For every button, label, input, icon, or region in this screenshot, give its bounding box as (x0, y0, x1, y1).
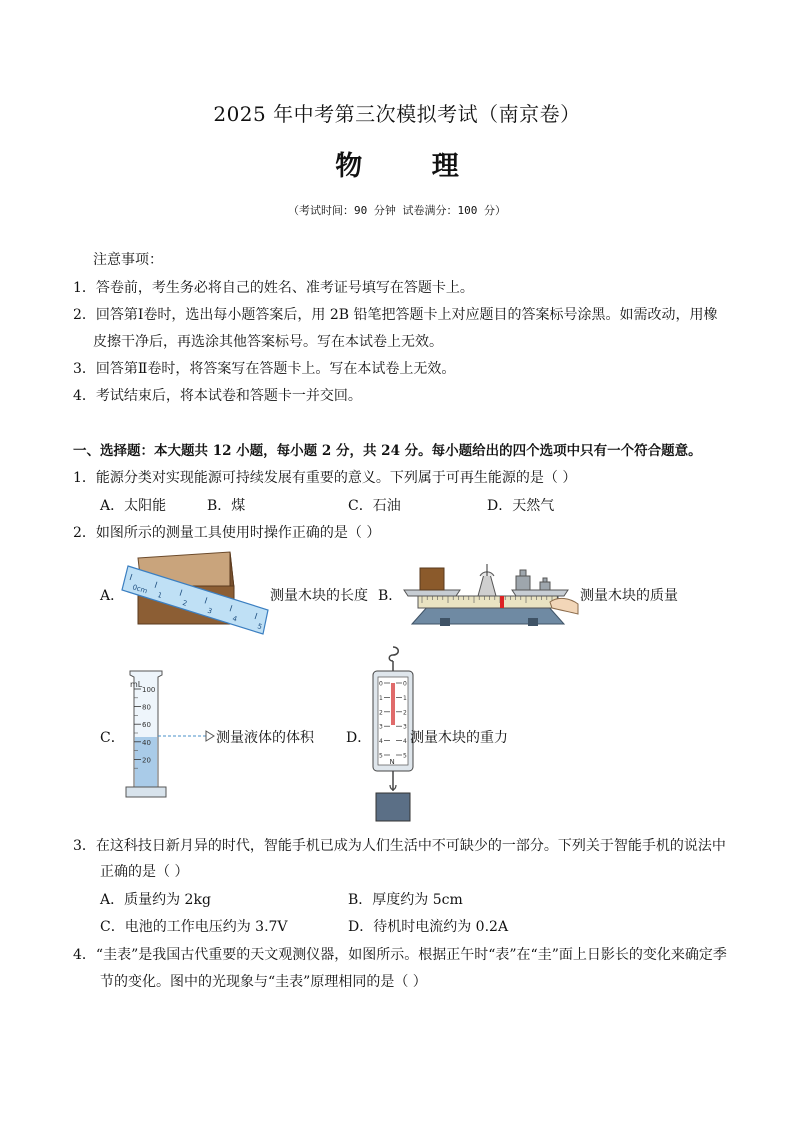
ruler-tick-label: 5 (256, 622, 264, 632)
q2-option-a-caption: 测量木块的长度 (270, 588, 368, 604)
balance-scale-figure (400, 552, 580, 632)
scale-tick-label: 1 (403, 694, 407, 702)
q1-option-d: D．天然气 (487, 498, 555, 514)
q2-option-d-caption: 测量木块的重力 (410, 730, 508, 746)
notice-item-4: 4．考试结束后，将本试卷和答题卡一并交回。 (73, 388, 362, 404)
scale-tick-label: 0 (403, 680, 407, 688)
notice-item-2: 2．回答第Ⅰ卷时，选出每小题答案后，用 2B 铅笔把答题卡上对应题目的答案标号涂黑。如需改动，用橡 (73, 307, 718, 323)
notice-item-2-cont: 皮擦干净后，再选涂其他答案标号。写在本试卷上无效。 (93, 334, 443, 350)
q2-option-b-label: B． (378, 588, 403, 604)
q4-stem-line-2: 节的变化。图中的光现象与“圭表”原理相同的是（ ） (100, 974, 427, 990)
q2-option-c-label: C． (100, 730, 125, 746)
q2-stem: 2．如图所示的测量工具使用时操作正确的是（ ） (73, 525, 381, 541)
q2-option-a-label: A． (100, 588, 125, 604)
q3-option-d: D．待机时电流约为 0.2A (348, 919, 509, 935)
q3-option-b: B．厚度约为 5cm (348, 892, 463, 908)
q3-option-a: A．质量约为 2kg (100, 892, 211, 908)
cylinder-tick-label: 20 (142, 756, 151, 765)
q3-stem-line-1: 3．在这科技日新月异的时代，智能手机已成为人们生活中不可缺少的一部分。下列关于智能手机的说法中 (73, 838, 726, 854)
ruler-tick-label: 1 (156, 591, 164, 601)
scale-tick-label: 1 (379, 694, 383, 702)
ruler-tick-label: 2 (181, 598, 189, 608)
scale-tick-label: 5 (379, 752, 383, 760)
scale-tick-label: 3 (403, 723, 407, 731)
q2-option-c-caption: 测量液体的体积 (216, 730, 314, 746)
cylinder-unit: mL (130, 680, 143, 689)
q1-option-c: C．石油 (348, 498, 401, 514)
ruler-wood-block-figure (118, 548, 273, 638)
notice-heading: 注意事项： (93, 252, 163, 268)
notice-item-1: 1．答卷前，考生务必将自己的姓名、准考证号填写在答题卡上。 (73, 280, 474, 296)
cylinder-tick-label: 60 (142, 721, 151, 730)
scale-tick-label: 0 (379, 680, 383, 688)
q1-stem: 1．能源分类对实现能源可持续发展有重要的意义。下列属于可再生能源的是（ ） (73, 470, 577, 486)
scale-tick-label: 3 (379, 723, 383, 731)
exam-title: 2025 年中考第三次模拟考试（南京卷） (213, 102, 581, 126)
q2-option-b-caption: 测量木块的质量 (580, 588, 678, 604)
cylinder-tick-label: 80 (142, 703, 151, 712)
ruler-tick-label: 3 (206, 606, 214, 616)
ruler-tick-label: 0cm (131, 583, 149, 596)
scale-tick-label: 4 (403, 738, 407, 746)
q3-option-c: C．电池的工作电压约为 3.7V (100, 919, 288, 935)
q1-option-a: A．太阳能 (100, 498, 167, 514)
scale-tick-label: 4 (379, 738, 383, 746)
q3-stem-line-2: 正确的是（ ） (100, 864, 189, 880)
section-heading: 一、选择题：本大题共 12 小题，每小题 2 分，共 24 分。每小题给出的四个选项中只有一个符合题意。 (73, 443, 702, 459)
scale-tick-label: 5 (403, 752, 407, 760)
scale-unit: N (389, 758, 395, 766)
exam-info: （考试时间：90 分钟 试卷满分：100 分） (288, 204, 506, 217)
cylinder-tick-label: 40 (142, 738, 151, 747)
q4-stem-line-1: 4．“圭表”是我国古代重要的天文观测仪器，如图所示。根据正午时“表”在“圭”面上日影长的变化来确定季 (73, 947, 727, 963)
graduated-cylinder-figure (118, 665, 228, 805)
q2-option-d-label: D． (346, 730, 372, 746)
q1-option-b: B．煤 (207, 498, 246, 514)
subject-title: 物 理 (335, 151, 489, 182)
notice-item-3: 3．回答第Ⅱ卷时，将答案写在答题卡上。写在本试卷上无效。 (73, 361, 456, 377)
scale-tick-label: 2 (379, 709, 383, 717)
scale-tick-label: 2 (403, 709, 407, 717)
ruler-tick-label: 4 (231, 614, 239, 624)
cylinder-tick-label: 100 (142, 686, 156, 694)
